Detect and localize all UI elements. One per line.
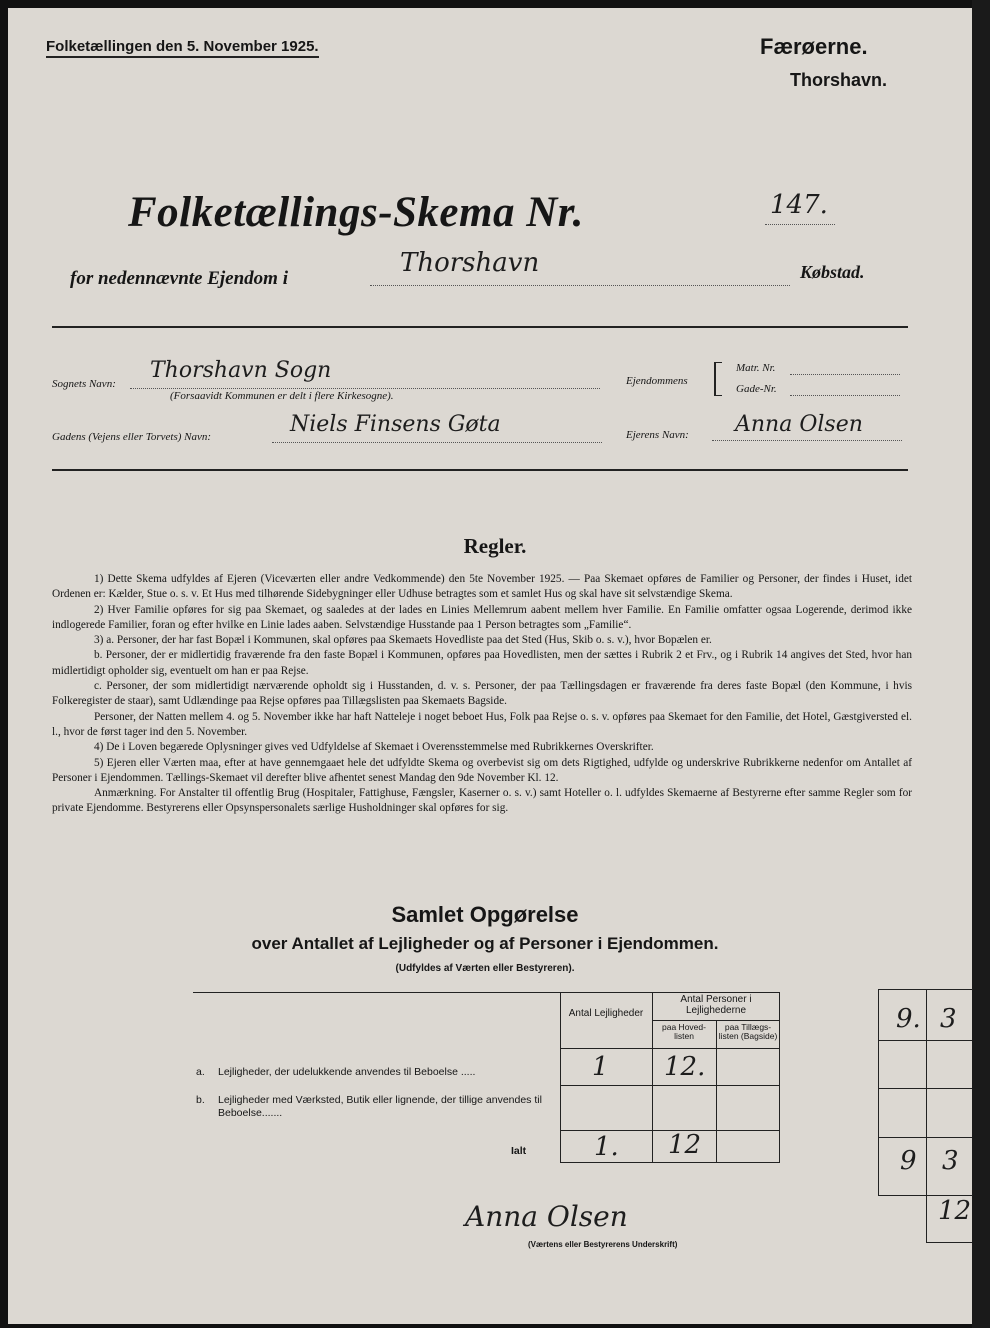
street-label: Gadens (Vejens eller Torvets) Navn: [52,431,212,443]
region-name: Færøerne. [760,34,868,59]
parish-note: (Forsaavidt Kommunen er delt i flere Kirkesogne). [170,390,394,402]
census-date-line: Folketællingen den 5. November 1925. [46,38,319,58]
row-a-label: Lejligheder, der udelukkende anvendes til Beboelse ..... [218,1066,476,1078]
tally-r4-c1: 9 [900,1146,917,1176]
col-tillaeg-header: paa Tillægs- listen (Bagside) [718,1022,778,1041]
owner-line [712,440,902,441]
col-personer-header: Antal Personer i Lejlighederne [680,994,752,1016]
table-col-line [560,992,561,1162]
row-b-letter: b. [196,1094,205,1106]
matr-line [790,374,900,375]
tally-bottom-line [926,1242,972,1243]
street-value: Niels Finsens Gøta [290,412,501,437]
tally-col-line [926,989,927,1242]
row-b-label: Lejligheder med Værksted, Butik eller lignende, der tillige anvendes til Beboelse....... [218,1094,542,1119]
rule-paragraph: b. Personer, der er midlertidig fraværende fra den faste Bopæl i Kommunen, opføres paa Hovedlisten, men der sættes i Rubrik 2 et Frv., og i Rubrik 14 angives det Sted, hvor han midlertidigt opholder sig, eventuelt om han er paa Rejse. [52,649,912,677]
property-bracket [714,362,722,396]
owner-label: Ejerens Navn: [626,429,689,441]
row-ialt-hoved: 12 [668,1130,702,1160]
table-top-border [193,992,780,993]
gade-label: Gade-Nr. [736,383,777,395]
street-line [272,442,602,443]
table-row-line [560,1085,780,1086]
table-header-line [560,1048,780,1049]
table-col-line [716,1020,717,1162]
scan-edge [972,0,990,1328]
number-line [765,224,835,225]
rule-paragraph: c. Personer, der som midlertidigt nærværende opholdt sig i Husstanden, d. v. s. Personer, der paa Tællingsdagen er fraværende fra deres faste Bopæl (den Kommune, i hvis Folkeregister de staar), samt Udlændinge paa Rejse opføres paa Tillægslisten paa Skemaets Bagside. [52,680,912,708]
rules-heading: Regler. [463,534,527,558]
form-title: Folketællings-Skema Nr. [128,189,584,236]
property-place: Thorshavn [400,248,540,278]
row-a-antal: 1 [592,1052,609,1082]
rule-paragraph: 3) a. Personer, der har fast Bopæl i Kommunen, skal opføres paa Skemaets Hovedliste paa det Sted (Hus, Skib o. s. v.), hvor Bopælen er. [94,634,712,647]
owner-value: Anna Olsen [735,412,863,437]
tally-row-line [878,1088,972,1089]
rule-paragraph: 2) Hver Familie opføres for sig paa Skemaet, og saaledes at der lades en Linies Mellemrum aabent mellem hver Familie. En Familie omfatter ogsaa Logerende, derimod ikke indlogerede Familier, foran og efter hvilke en Linie lades aaben. Selvstændige Husstande paa 1 Person betragtes som „Familie“. [52,603,912,631]
col-hoved-header: paa Hoved- listen [662,1022,706,1041]
tally-r1-c1: 9. [896,1004,921,1034]
tally-r4-c2: 3 [942,1146,959,1176]
table-sub-header-line [652,1020,779,1021]
row-ialt-antal: 1. [594,1132,619,1162]
tally-r1-c2: 3 [940,1004,957,1034]
property-label: for nedennævnte Ejendom i [70,268,288,289]
col-antal-header: Antal Lejligheder [568,1008,644,1019]
row-a-letter: a. [196,1066,205,1078]
summary-heading: Samlet Opgørelse [391,902,579,927]
rules-text [52,572,912,817]
rule-paragraph: 1) Dette Skema udfyldes af Ejeren (Viceværten eller andre Vedkommende) den 5te November 1925. — Paa Skemaet opføres de Familier og Personer, der findes i Huset, idet Ordenen er: Kælder, Stue o. s. v. Et Hus med tilhørende Sidebygninger eller Udhuse betragtes som et samlet Hus og skal have sit selvstændige Skema. [52,573,912,601]
table-bottom-border [560,1162,780,1163]
form-number: 147. [770,190,828,220]
rule-paragraph: 5) Ejeren eller Værten maa, efter at have gennemgaaet hele det udfyldte Skema og overbevist sig om dets Rigtighed, udfylde og underskrive Rubrikkerne nedenfor om Antallet af Personer i Ejendommen. Tællings-Skemaet vil derefter blive afhentet senest Mandag den 9de November Kl. 12. [52,756,912,784]
summary-subheading: over Antallet af Lejligheder og af Personer i Ejendommen. [251,934,719,953]
divider-bottom [52,469,908,471]
divider-top [52,326,908,328]
matr-label: Matr. Nr. [736,362,776,374]
rule-paragraph: 4) De i Loven begærede Oplysninger gives ved Udfyldelse af Skemaet i Overensstemmelse med Rubrikkernes Overskrifter. [94,741,654,754]
tally-row-line [878,1137,972,1138]
summary-note: (Udfyldes af Værten eller Bestyreren). [395,963,575,974]
rule-note: Anmærkning. For Anstalter til offentlig Brug (Hospitaler, Fattighuse, Fængsler, Kaserner o. s. v.) samt Hoteller o. l. udfyldes Skemaerne af Bestyrerne efter samme Regler som for private Ejendomme. Bestyrerens eller Opsynspersonalets særlige Husholdninger skal opføres for sig. [52,787,912,815]
tally-r5-c2: 12 [938,1196,972,1226]
place-line [370,285,790,286]
parish-value: Thorshavn Sogn [150,358,332,383]
table-col-line [652,992,653,1162]
property-field-label: Ejendommens [626,375,688,387]
gade-line [790,395,900,396]
town-type: Købstad. [800,262,865,282]
town-name: Thorshavn. [790,70,888,90]
parish-line [130,388,600,389]
row-a-hoved: 12. [664,1052,706,1082]
owner-signature: Anna Olsen [465,1200,628,1233]
parish-label: Sognets Navn: [52,378,116,390]
row-ialt-label: Ialt [511,1145,527,1157]
table-right-border [779,992,780,1162]
signature-caption: (Værtens eller Bestyrerens Underskrift) [528,1240,678,1249]
rule-paragraph: Personer, der Natten mellem 4. og 5. November ikke har haft Natteleje i noget beboet Hus, Folk paa Rejse o. s. v. opføres paa Skemaet for den Familie, det Hotel, Gæstgiversted el. l., hvor de først tager ind den 5. November. [52,710,912,738]
tally-row-line [878,1040,972,1041]
